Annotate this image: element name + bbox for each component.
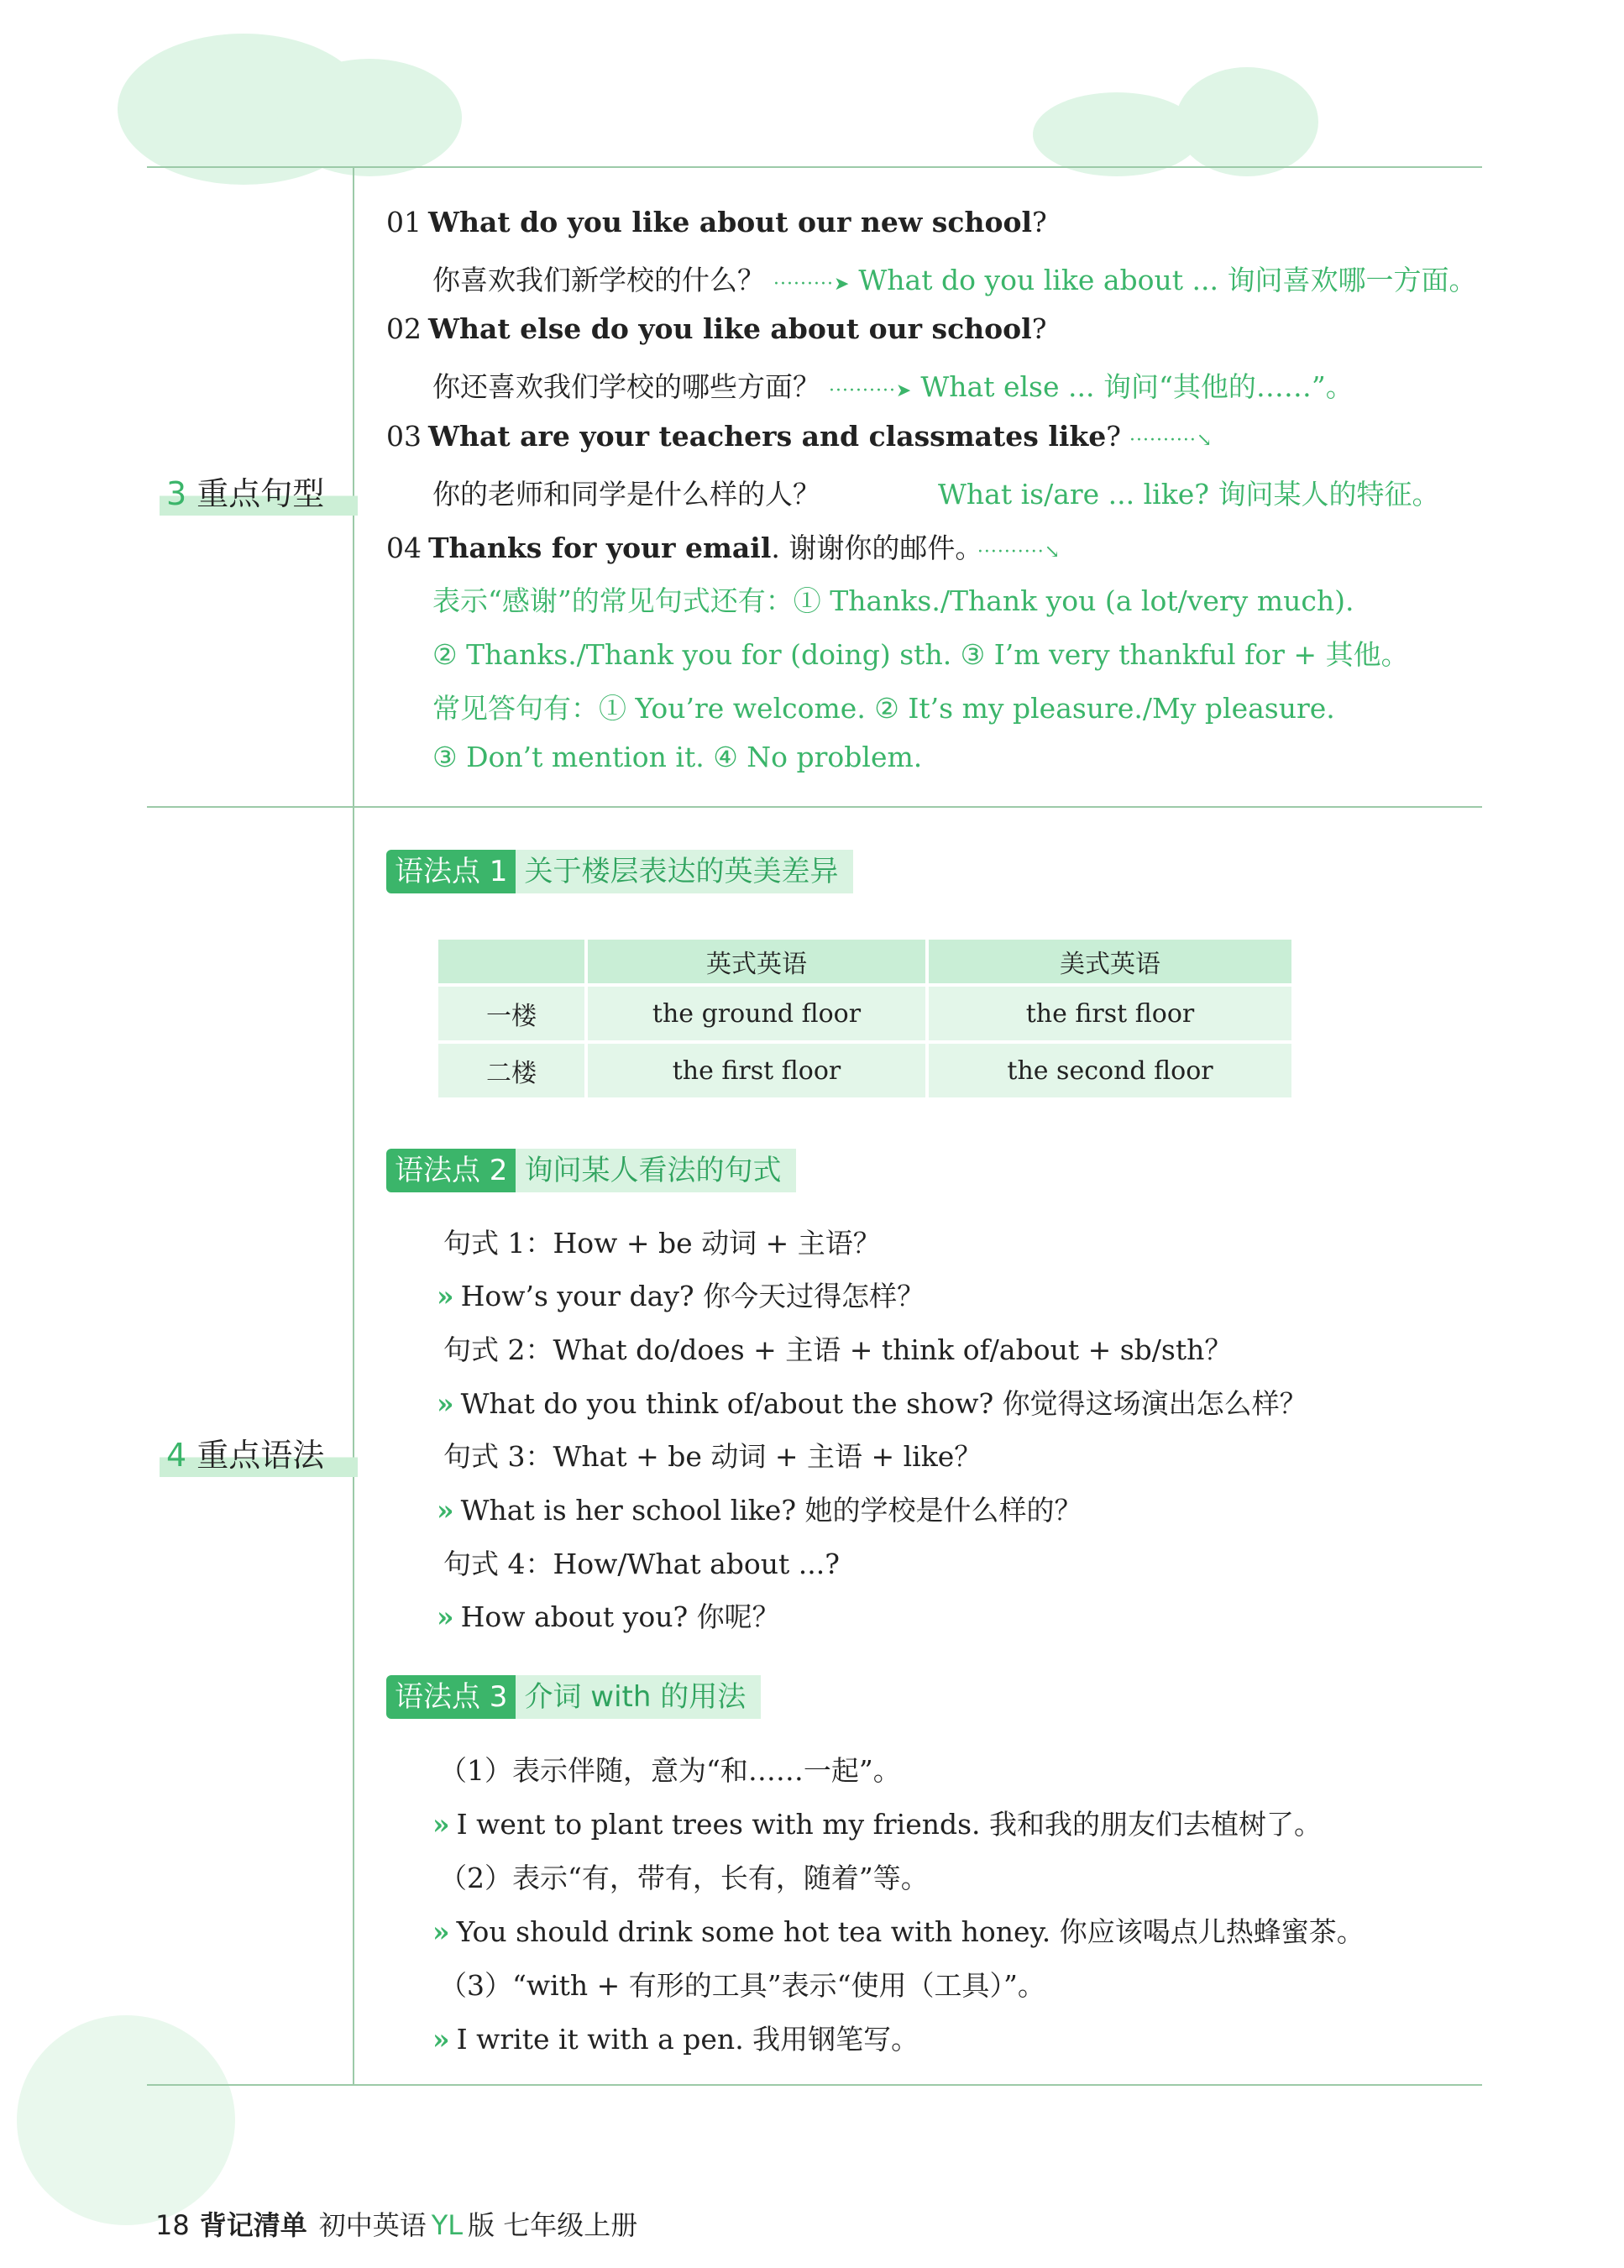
sentence-01-translation: 你喜欢我们新学校的什么？ ·········➤ What do you like about ... 询问喜欢哪一方面。 [432, 264, 1477, 296]
gp3-example: » I went to plant trees with my friends. 我和我的朋友们去植树了。 [432, 1808, 1323, 1841]
double-chevron-icon: » [432, 2023, 450, 2056]
cloud-decoration [1033, 92, 1201, 176]
page-number: 18 [155, 2209, 190, 2241]
sentence-01: 01 What do you like about our new school? [386, 206, 1047, 238]
gp3-line: （2）表示“有，带有，长有，随着”等。 [439, 1862, 929, 1894]
leaf-decoration [17, 2015, 235, 2225]
book-title: 背记清单 [199, 2209, 307, 2241]
dotted-arrow-icon: ··········↘ [1129, 430, 1213, 451]
grammar-point-1-tag: 语法点 1 关于楼层表达的英美差异 [386, 850, 853, 893]
double-chevron-icon: » [432, 1808, 450, 1841]
sentence-04: 04 Thanks for your email. 谢谢你的邮件。 ··········↘ [386, 532, 1061, 564]
table-header-row: 英式英语 美式英语 [438, 940, 1291, 983]
gp3-line: （1）表示伴随，意为“和……一起”。 [439, 1754, 901, 1787]
section-4-label: 4 重点语法 [160, 1427, 358, 1477]
grammar-point-2-tag: 语法点 2 询问某人看法的句式 [386, 1149, 796, 1192]
double-chevron-icon: » [437, 1494, 454, 1527]
gp2-line: 句式 2：What do/does + 主语 + think of/about + sb/sth？ [443, 1333, 1233, 1366]
column-divider [353, 166, 354, 2086]
gp2-line: 句式 1：How + be 动词 + 主语？ [443, 1227, 881, 1260]
gp3-example: » I write it with a pen. 我用钢笔写。 [432, 2023, 919, 2056]
sentence-02-translation: 你还喜欢我们学校的哪些方面？ ··········➤ What else ... 询问“其他的……”。 [432, 370, 1354, 403]
grammar-point-3-tag: 语法点 3 介词 with 的用法 [386, 1675, 761, 1719]
thanks-note: ② Thanks./Thank you for (doing) sth. ③ I’m very thankful for + 其他。 [432, 638, 1409, 671]
gp2-line: 句式 4：How/What about ...? [443, 1548, 840, 1580]
section-3-label: 3 重点句型 [160, 466, 358, 516]
sentence-03-translation: 你的老师和同学是什么样的人？ What is/are ... like? 询问某人的特征。 [432, 478, 1440, 511]
gp2-line: 句式 3：What + be 动词 + 主语 + like？ [443, 1440, 982, 1473]
gp2-example: » What is her school like? 她的学校是什么样的？ [437, 1494, 1082, 1527]
gp3-example: » You should drink some hot tea with honey. 你应该喝点儿热蜂蜜茶。 [432, 1915, 1365, 1948]
table-row: 二楼 the first floor the second floor [438, 1044, 1291, 1097]
table-row: 一楼 the ground floor the first floor [438, 987, 1291, 1040]
gp2-example: » What do you think of/about the show? 你觉得这场演出怎么样？ [437, 1387, 1307, 1420]
dotted-arrow-icon: ··········➤ [829, 380, 913, 401]
dotted-arrow-icon: ··········↘ [977, 542, 1061, 563]
cloud-decoration [1176, 67, 1318, 176]
middle-rule [147, 806, 1482, 808]
sentence-03: 03 What are your teachers and classmates like? ··········↘ [386, 420, 1213, 453]
thanks-note: 表示“感谢”的常见句式还有：① Thanks./Thank you (a lot/very much). [432, 584, 1354, 617]
gp2-example: » How’s your day? 你今天过得怎样？ [437, 1280, 925, 1312]
thanks-note: ③ Don’t mention it. ④ No problem. [432, 741, 923, 773]
double-chevron-icon: » [437, 1280, 454, 1312]
floor-comparison-table [435, 936, 1295, 1101]
cloud-decoration [277, 59, 462, 176]
double-chevron-icon: » [432, 1915, 450, 1948]
gp2-example: » How about you? 你呢？ [437, 1600, 780, 1633]
double-chevron-icon: » [437, 1387, 454, 1420]
page-footer: 18 背记清单 初中英语 YL 版 七年级上册 [155, 2209, 638, 2241]
top-rule [147, 166, 1482, 168]
double-chevron-icon: » [437, 1600, 454, 1633]
bottom-rule [147, 2084, 1482, 2086]
gp3-line: （3）“with + 有形的工具”表示“使用（工具）”。 [439, 1969, 1045, 2002]
sentence-02: 02 What else do you like about our school? [386, 312, 1047, 345]
thanks-note: 常见答句有：① You’re welcome. ② It’s my pleasure./My pleasure. [432, 692, 1335, 725]
dotted-arrow-icon: ·········➤ [773, 274, 851, 295]
